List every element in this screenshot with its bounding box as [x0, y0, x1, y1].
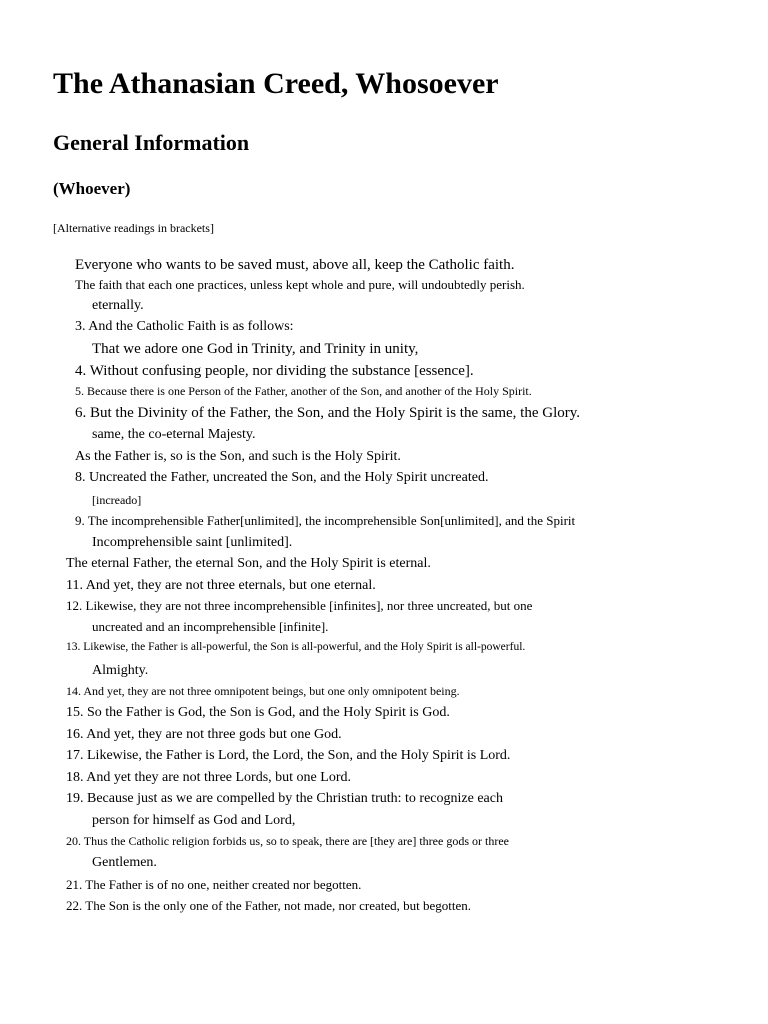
creed-line: 20. Thus the Catholic religion forbids us, so to speak, there are [they are] three gods or three: [66, 834, 509, 848]
creed-line: eternally.: [92, 298, 144, 313]
creed-line: 5. Because there is one Person of the Father, another of the Son, and another of the Holy Spirit.: [75, 384, 532, 398]
creed-line: 18. And yet they are not three Lords, but one Lord.: [66, 770, 351, 785]
creed-line: person for himself as God and Lord,: [92, 813, 296, 828]
alternative-readings-note: [Alternative readings in brackets]: [53, 221, 214, 235]
creed-line: [increado]: [92, 493, 142, 507]
creed-line: Incomprehensible saint [unlimited].: [92, 535, 293, 550]
creed-line: 16. And yet, they are not three gods but one God.: [66, 727, 342, 742]
creed-line: 22. The Son is the only one of the Father, not made, nor created, but begotten.: [66, 898, 472, 913]
creed-line: 13. Likewise, the Father is all-powerful, the Son is all-powerful, and the Holy Spirit is all-powerful.: [66, 641, 526, 653]
page-title: The Athanasian Creed, Whosoever: [53, 67, 499, 100]
creed-line: 12. Likewise, they are not three incomprehensible [infinites], nor three uncreated, but one: [66, 598, 533, 613]
creed-line: 9. The incomprehensible Father[unlimited], the incomprehensible Son[unlimited], and the Spirit: [75, 513, 576, 528]
creed-line: 6. But the Divinity of the Father, the Son, and the Holy Spirit is the same, the Glory.: [75, 405, 581, 421]
creed-line: 19. Because just as we are compelled by the Christian truth: to recognize each: [66, 791, 503, 806]
section-heading: (Whoever): [53, 179, 131, 198]
creed-line: 4. Without confusing people, nor dividing the substance [essence].: [75, 363, 474, 379]
creed-line: 17. Likewise, the Father is Lord, the Lord, the Son, and the Holy Spirit is Lord.: [66, 748, 511, 763]
creed-line: same, the co-eternal Majesty.: [92, 427, 256, 442]
page-subtitle: General Information: [53, 130, 250, 155]
creed-line: That we adore one God in Trinity, and Trinity in unity,: [92, 341, 419, 357]
creed-line: Everyone who wants to be saved must, above all, keep the Catholic faith.: [75, 257, 515, 273]
creed-line: As the Father is, so is the Son, and such is the Holy Spirit.: [75, 449, 401, 464]
creed-line: 11. And yet, they are not three eternals, but one eternal.: [66, 578, 376, 593]
creed-line: Gentlemen.: [92, 855, 157, 870]
creed-line: The eternal Father, the eternal Son, and the Holy Spirit is eternal.: [66, 556, 431, 571]
creed-line: 3. And the Catholic Faith is as follows:: [75, 319, 294, 334]
creed-line: 14. And yet, they are not three omnipotent beings, but one only omnipotent being.: [66, 684, 460, 698]
creed-line: uncreated and an incomprehensible [infinite].: [92, 619, 329, 634]
creed-line: 21. The Father is of no one, neither created nor begotten.: [66, 877, 362, 892]
creed-line: Almighty.: [92, 663, 149, 678]
creed-line: The faith that each one practices, unless kept whole and pure, will undoubtedly perish.: [75, 277, 525, 292]
creed-line: 15. So the Father is God, the Son is God, and the Holy Spirit is God.: [66, 705, 450, 720]
creed-line: 8. Uncreated the Father, uncreated the Son, and the Holy Spirit uncreated.: [75, 470, 489, 485]
